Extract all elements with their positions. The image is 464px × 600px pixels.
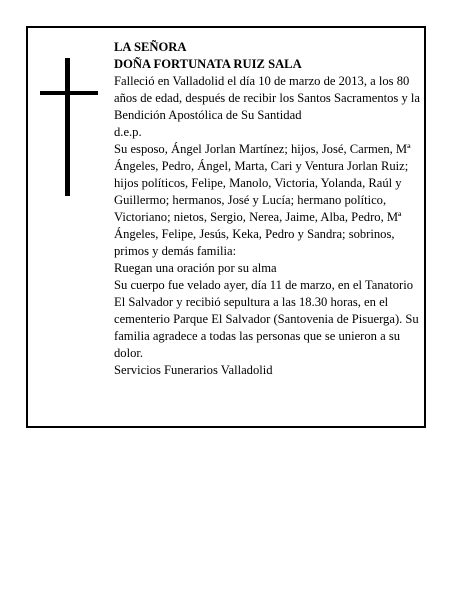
obituary-notice — [26, 26, 426, 428]
deceased-name: DOÑA FORTUNATA RUIZ SALA — [114, 57, 302, 71]
death-paragraph: Falleció en Valladolid el día 10 de marzo de 2013, a los 80 años de edad, después de recibir los Santos Sacramentos y la Bendición Apostólica de Su Santidad — [114, 74, 421, 122]
latin-cross-icon — [40, 58, 98, 196]
prayer-request: Ruegan una oración por su alma — [114, 261, 277, 275]
funeral-home-signature: Servicios Funerarios Valladolid — [114, 363, 273, 377]
notice-text — [114, 39, 424, 379]
burial-paragraph: Su cuerpo fue velado ayer, día 11 de marzo, en el Tanatorio El Salvador y recibió sepultura a las 18.30 horas, en el cementerio Parque El Salvador (Santovenia de Pisuerga). Su familia agradece a todas las personas que se unieron a su dolor. — [114, 278, 419, 360]
family-paragraph: Su esposo, Ángel Jorlan Martínez; hijos, José, Carmen, Mª Ángeles, Pedro, Ángel, Marta, Cari y Ventura Jorlan Ruiz; hijos políticos, Felipe, Manolo, Victoria, Yolanda, Raúl y Guillermo; hermanos, José y Lucía; hermano político, Victoriano; nietos, Sergio, Nerea, Jaime, Alba, Pedro, Mª Ángeles, Felipe, Jesús, Keka, Pedro y Sandra; sobrinos, primos y demás familia: — [114, 142, 411, 258]
cross-horizontal-bar — [40, 91, 98, 95]
rip-abbreviation: d.e.p. — [114, 125, 142, 139]
cross-vertical-bar — [65, 58, 70, 196]
title-line-1: LA SEÑORA — [114, 40, 187, 54]
